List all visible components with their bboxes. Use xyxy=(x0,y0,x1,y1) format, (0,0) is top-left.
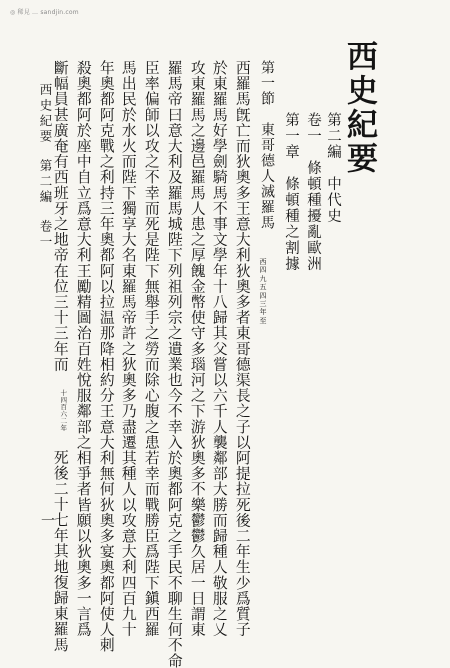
body-column-9-tail: 死後二十七年其地復歸東羅馬 xyxy=(51,449,69,653)
margin-volume: 卷一 xyxy=(38,219,53,251)
margin-title: 西史紀要 xyxy=(38,83,53,145)
heading-chapter: 第一章 條頓種之割據 xyxy=(283,112,299,272)
body-column-3: 攻東羅馬之邊邑羅馬人患之厚餽金幣使守多瑙河之下游狄奧多不樂鬱鬱久居一日謂東 xyxy=(188,60,206,638)
note-char: 六 xyxy=(60,409,68,418)
date-char: 至 xyxy=(259,316,267,325)
body-column-5: 臣率偏師以攻之不幸而死是陛下無舉手之勞而除心腹之患若幸而戰勝臣爲陛下鎭西羅 xyxy=(142,60,160,638)
date-char: 四 xyxy=(259,266,267,275)
date-char: 西 xyxy=(259,258,267,266)
inline-note xyxy=(58,390,70,432)
page-number: 一 xyxy=(39,513,55,527)
note-char: 二 xyxy=(60,416,68,425)
body-column-2: 於東羅馬好學劍騎馬不事文學年十八歸其父嘗以六千人襲鄰部大勝而歸種人敬服之乂 xyxy=(210,60,228,638)
note-char: 年 xyxy=(60,423,68,432)
date-char: 五 xyxy=(259,283,267,292)
body-column-1: 西羅馬旣亡而狄奧多王意大利狄奧多者東哥德渠長之子以阿提拉死後二年生少爲質子 xyxy=(233,60,251,638)
date-char: 九 xyxy=(259,274,267,283)
note-char: 百 xyxy=(60,402,68,411)
body-column-8 xyxy=(75,60,90,637)
body-column-7-text: 年奧都阿克戰之利持三年奧都阿以拉温那降相約分王意大利無何狄奧多宴奧都阿使人刺 xyxy=(97,60,115,653)
heading-volume: 卷一 條頓種擾亂歐洲 xyxy=(305,112,321,272)
note-char: 四 xyxy=(60,395,68,404)
heading-part: 第二編 中代史 xyxy=(325,112,341,224)
watermark: ◎ 稀見 … sandjin.com xyxy=(10,9,79,16)
body-column-7 xyxy=(98,60,113,653)
date-char: 三 xyxy=(259,300,267,309)
body-column-9-lead: 斷幅員甚廣奄有西班牙之地帝在位三十三年而 xyxy=(51,60,69,372)
body-column-6: 馬出民於水火而陛下獨享大名東羅馬帝許之狄奧多乃盡遷其種人以攻意大利四百九十 xyxy=(119,60,137,638)
body-column-9 xyxy=(52,60,70,652)
note-char: 十 xyxy=(60,388,68,397)
body-column-4: 羅馬帝曰意大利及羅馬城陛下列祖列宗之遺業也今不幸入於奧都阿克之手民不聊生何不命 xyxy=(165,60,183,668)
margin-part: 第二編 xyxy=(38,159,53,206)
margin-header xyxy=(36,83,54,251)
section-dates xyxy=(256,258,270,325)
date-char: 年 xyxy=(259,308,267,317)
heading-section: 第一節 東哥德人滅羅馬 xyxy=(259,60,275,231)
date-char: 四 xyxy=(259,291,267,300)
main-title: 西史紀要 xyxy=(341,40,377,176)
body-column-8-text: 殺奧都阿於座中自立爲意大利王勵精圖治百姓悅服鄰部之相爭者皆願以狄奧多一言爲 xyxy=(74,60,92,638)
